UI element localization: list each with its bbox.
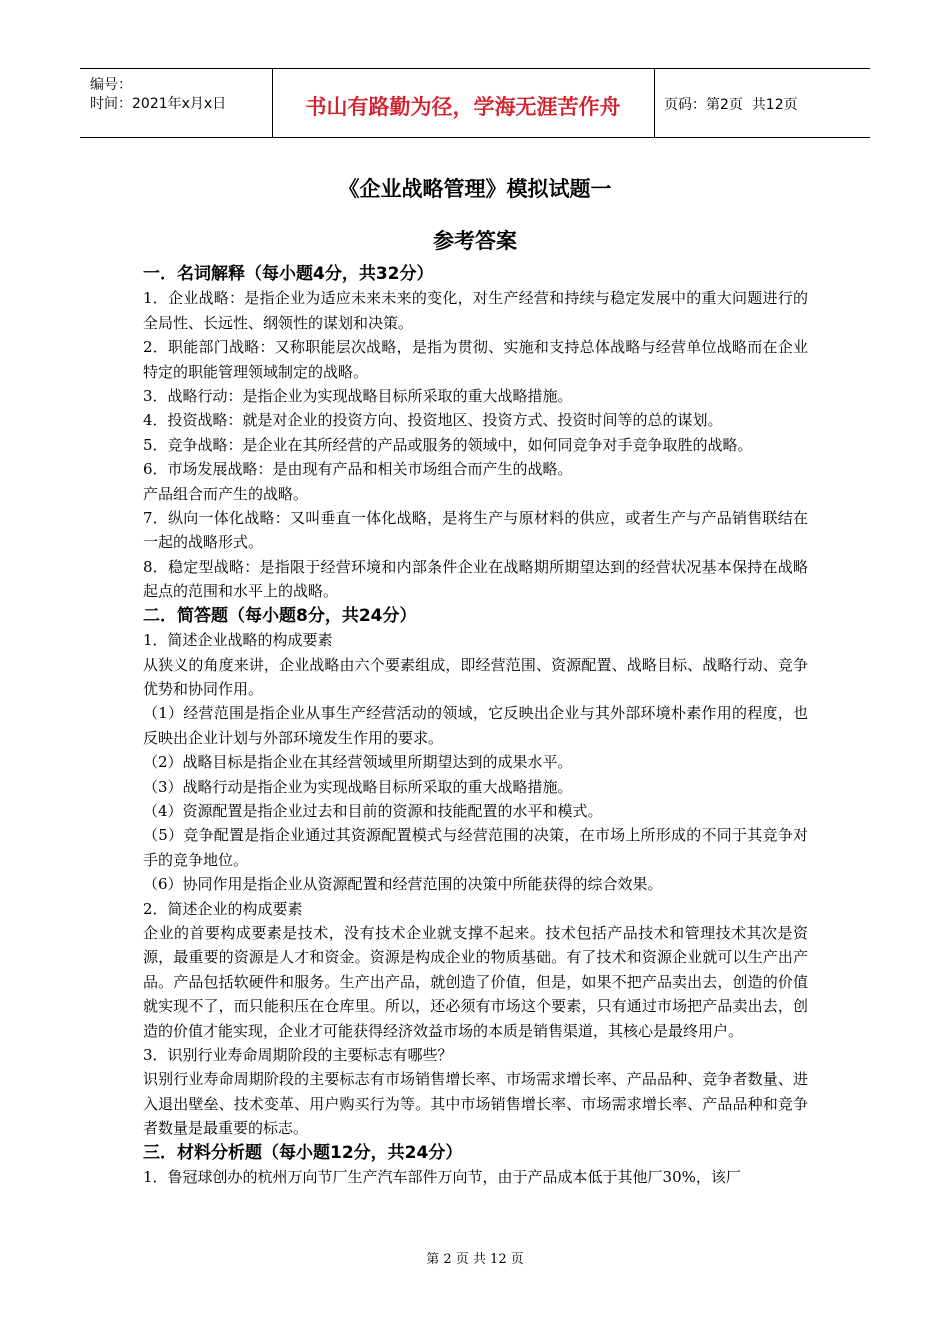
paragraph: 2．简述企业的构成要素	[143, 899, 303, 918]
paragraph: 识别行业寿命周期阶段的主要标志有市场销售增长率、市场需求增长率、产品品种、竞争者数量、进入退出壁垒、技术变革、用户购买行为等。其中市场销售增长率、市场需求增长率、产品品种和竞争者数量是最重要的标志。	[143, 1070, 808, 1138]
paragraph: （2）战略目标是指企业在其经营领域里所期望达到的成果水平。	[143, 753, 573, 772]
header-motto: 书山有路勤为径，学海无涯苦作舟	[305, 95, 621, 119]
section-heading: 三．材料分析题（每小题12分，共24分）	[143, 1142, 463, 1163]
paragraph: 7．纵向一体化战略：又叫垂直一体化战略，是将生产与原材料的供应，或者生产与产品销售联结在一起的战略形式。	[143, 509, 808, 552]
paragraph: 1．鲁冠球创办的杭州万向节厂生产汽车部件万向节，由于产品成本低于其他厂30%，该厂	[143, 1168, 741, 1187]
paragraph: 5．竞争战略：是企业在其所经营的产品或服务的领域中，如何同竞争对手竞争取胜的战略。	[143, 435, 753, 454]
header-page-info: 页码：第2页 共12页	[664, 97, 798, 113]
paragraph: （5）竞争配置是指企业通过其资源配置模式与经营范围的决策，在市场上所形成的不同于其竞争对手的竞争地位。	[143, 826, 808, 869]
paragraph: 产品组合而产生的战略。	[143, 484, 309, 503]
paragraph: （1）经营范围是指企业从事生产经营活动的领域，它反映出企业与其外部环境朴素作用的程度，也反映出企业计划与外部环境发生作用的要求。	[143, 704, 808, 747]
paragraph: 3．战略行动：是指企业为实现战略目标所采取的重大战略措施。	[143, 387, 573, 406]
paragraph: 3．识别行业寿命周期阶段的主要标志有哪些？	[143, 1046, 453, 1064]
paragraph: 企业的首要构成要素是技术，没有技术企业就支撑不起来。技术包括产品技术和管理技术其次是资源，最重要的资源是人才和资金。资源是构成企业的物质基础。有了技术和资源企业就可以生产出产品。产品包括软硬件和服务。生产出产品，就创造了价值，但是，如果不把产品卖出去，创造的价值就实现不了，而只能积压在仓库里。所以，还必须有市场这个要素，只有通过市场把产品卖出去，创造的价值才能实现，企业才可能获得经济效益市场的本质是销售渠道，其核心是最终用户。	[143, 923, 808, 1040]
paragraph: （3）战略行动是指企业为实现战略目标所采取的重大战略措施。	[143, 777, 573, 796]
document-body	[143, 262, 808, 1189]
header-table	[80, 68, 870, 138]
header-page-cell	[654, 69, 870, 137]
paragraph: （4）资源配置是指企业过去和目前的资源和技能配置的水平和模式。	[143, 801, 603, 820]
header-left-cell	[80, 69, 273, 137]
header-motto-cell	[272, 69, 655, 137]
document-subtitle: 参考答案	[433, 229, 517, 253]
paragraph: 2．职能部门战略：又称职能层次战略，是指为贯彻、实施和支持总体战略与经营单位战略而在企业特定的职能管理领域制定的战略。	[143, 338, 808, 381]
document-number-label: 编号：	[90, 77, 132, 93]
paragraph: （6）协同作用是指企业从资源配置和经营范围的决策中所能获得的综合效果。	[143, 875, 663, 894]
document-title: 《企业战略管理》模拟试题一	[338, 177, 612, 201]
paragraph: 4．投资战略：就是对企业的投资方向、投资地区、投资方式、投资时间等的总的谋划。	[143, 411, 723, 430]
page-footer: 第 2 页 共 12 页	[426, 1252, 524, 1267]
paragraph: 6．市场发展战略：是由现有产品和相关市场组合而产生的战略。	[143, 460, 573, 479]
paragraph: 1．简述企业战略的构成要素	[143, 631, 333, 650]
document-date: 时间：2021年x月x日	[90, 96, 227, 112]
paragraph: 1．企业战略：是指企业为适应未来未来的变化，对生产经营和持续与稳定发展中的重大问题进行的全局性、长远性、纲领性的谋划和决策。	[143, 289, 808, 332]
section-heading: 二．简答题（每小题8分，共24分）	[143, 605, 417, 626]
section-heading: 一．名词解释（每小题4分，共32分）	[143, 264, 434, 284]
paragraph: 从狭义的角度来讲，企业战略由六个要素组成，即经营范围、资源配置、战略目标、战略行动、竞争优势和协同作用。	[143, 655, 808, 698]
paragraph: 8．稳定型战略：是指限于经营环境和内部条件企业在战略期所期望达到的经营状况基本保持在战略起点的范围和水平上的战略。	[143, 557, 808, 601]
